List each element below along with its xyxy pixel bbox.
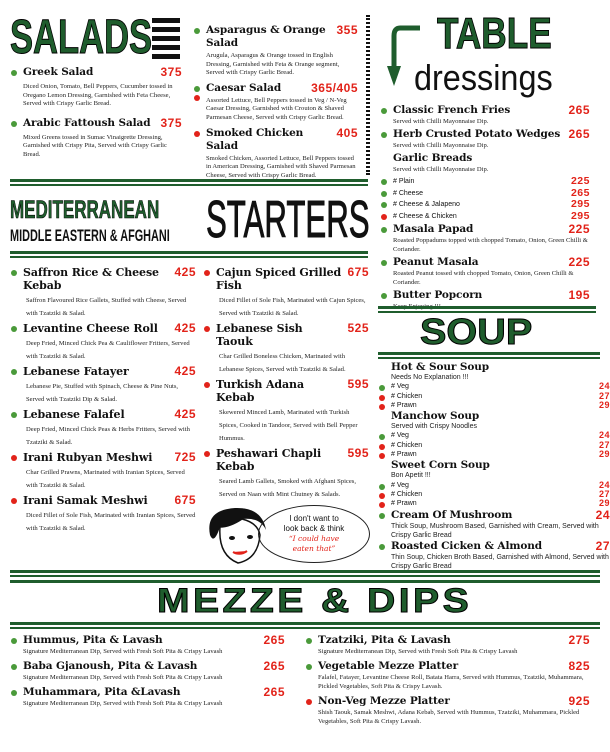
- item-header-row: [23, 634, 285, 647]
- item-description: Smoked Chicken, Assorted Lettuce, Bell Peppers tossed in American Dressing, Garnished with Shaved Parmesan Cheese, Served with Crispy Garlic Bread.: [206, 154, 356, 179]
- item-name: Caesar Salad: [206, 81, 282, 94]
- dotted-divider: [366, 15, 370, 175]
- option-price: 24: [598, 430, 610, 441]
- menu-item[interactable]: [10, 66, 182, 109]
- menu-item[interactable]: [203, 378, 369, 445]
- veg-dot-icon: [11, 70, 17, 76]
- item-description: Roasted Poppadums topped with chopped Tomato, Onion, Green Chilli & Coriander.: [393, 237, 588, 253]
- menu-item[interactable]: [10, 494, 196, 535]
- item-description: Thick Soup, Mushroom Based, Garnished with Cream, Served with Crispy Garlic Bread: [391, 522, 599, 539]
- veg-dot-icon: [379, 484, 385, 490]
- item-description: Signature Mediterranean Dip, Served with Fresh Soft Pita & Crispy Lavash: [23, 700, 223, 707]
- item-price: 265: [263, 659, 285, 673]
- veg-dot-icon: [381, 179, 387, 185]
- item-header-row: [23, 451, 196, 464]
- item-name: Manchow Soup: [391, 410, 480, 423]
- item-option[interactable]: [378, 441, 610, 450]
- item-description: Mixed Greens tossed in Sumac Vinaigrette Dressing, Garnished with Crispy Pita, Served with Crispy Garlic Bread.: [23, 133, 167, 158]
- item-price: 675: [347, 265, 369, 279]
- item-description: Thin Soup, Chicken Broth Based, Garnished with Almond, Served with Crispy Garlic Bread: [391, 554, 609, 571]
- item-description: Served with Chilli Mayonnaise Dip.: [393, 142, 489, 149]
- menu-item[interactable]: [305, 634, 590, 656]
- menu-item[interactable]: [10, 266, 196, 320]
- menu-stripes-icon: [152, 18, 180, 59]
- item-price: 425: [174, 321, 196, 335]
- veg-dot-icon: [306, 664, 312, 670]
- option-price: 29: [598, 449, 610, 460]
- veg-dot-icon: [381, 191, 387, 197]
- item-name: Masala Papad: [393, 223, 474, 235]
- nonveg-dot-icon: [379, 502, 385, 508]
- menu-item[interactable]: [193, 24, 358, 78]
- option-label: # Plain: [393, 178, 415, 185]
- bubble-quote: eaten that”: [292, 544, 336, 553]
- soup-list: [378, 361, 610, 572]
- menu-item[interactable]: [10, 686, 285, 708]
- nonveg-dot-icon: [194, 131, 200, 137]
- item-name: Saffron Rice & Cheese Kebab: [23, 266, 159, 292]
- item-description: Char Grilled Boneless Chicken, Marinated with Lebanese Spices, Served with Tzatziki & Salad.: [219, 353, 346, 373]
- veg-dot-icon: [379, 434, 385, 440]
- item-option[interactable]: [378, 401, 610, 410]
- menu-item[interactable]: [380, 256, 590, 287]
- nonveg-dot-icon: [381, 214, 387, 220]
- item-price: 365/405: [311, 80, 358, 95]
- item-description: Served with Crispy Noodles: [391, 423, 477, 431]
- item-price: 265: [263, 685, 285, 699]
- item-header-row: [216, 266, 369, 292]
- starters-left-list: [10, 266, 196, 537]
- item-name: Roasted Cicken & Almond: [391, 540, 543, 553]
- item-price: 825: [568, 659, 590, 673]
- option-label: # Veg: [391, 481, 409, 489]
- salads-title: SALADS: [10, 11, 153, 64]
- menu-item[interactable]: [10, 365, 196, 406]
- item-header-row: [391, 509, 610, 522]
- item-header-row: [23, 117, 182, 130]
- menu-item[interactable]: [380, 223, 590, 254]
- option-price: 29: [598, 498, 610, 509]
- item-price: 425: [174, 407, 196, 421]
- option-label: # Prawn: [391, 500, 417, 508]
- item-header-row: [391, 459, 610, 471]
- item-option[interactable]: [378, 490, 610, 499]
- option-price: 29: [598, 399, 610, 410]
- veg-dot-icon: [381, 260, 387, 266]
- item-header-row: [23, 408, 196, 421]
- item-name: Classic French Fries: [393, 104, 511, 116]
- item-header-row: [216, 447, 369, 473]
- veg-dot-icon: [11, 270, 17, 276]
- item-description: Deep Fried, Minced Chick Peas & Herbs Fritters, Served with Tzatziki & Salad.: [26, 426, 190, 446]
- item-option[interactable]: [380, 188, 590, 200]
- item-name: Arabic Fattoush Salad: [23, 116, 151, 129]
- starters-title-2: MIDDLE EASTERN & AFGHANI: [10, 226, 170, 245]
- item-name: Cream Of Mushroom: [391, 508, 513, 521]
- table-dressings-list: [380, 104, 590, 313]
- menu-item[interactable]: [380, 152, 590, 222]
- item-description: Signature Mediterranean Dip, Served with Fresh Soft Pita & Crispy Lavash: [23, 674, 223, 681]
- option-label: # Cheese & Jalapeno: [393, 201, 460, 208]
- item-description: Shish Taouk, Samak Meshwi, Adana Kebab, Served with Hummus, Tzatziki, Muhammara, Pickled Vegetables, Soft Pita & Crispy Lavash.: [318, 709, 580, 725]
- option-label: # Cheese: [393, 189, 423, 197]
- veg-dot-icon: [11, 121, 17, 127]
- item-header-row: [318, 695, 590, 708]
- nonveg-dot-icon: [194, 95, 200, 101]
- menu-item[interactable]: [203, 447, 369, 501]
- item-header-row: [393, 128, 590, 141]
- item-name: Herb Crusted Potato Wedges: [393, 128, 561, 140]
- item-price: 405: [336, 125, 358, 140]
- menu-item[interactable]: [203, 266, 369, 320]
- item-name: Lebanese Sish Taouk: [216, 322, 303, 348]
- item-description: Roasted Peanut tossed with chopped Tomato, Onion, Green Chilli & Coriander.: [393, 270, 574, 286]
- nonveg-dot-icon: [379, 395, 385, 401]
- item-price: 375: [160, 65, 182, 79]
- section-divider: [10, 179, 368, 186]
- menu-item[interactable]: [203, 322, 369, 376]
- option-price: 24: [598, 479, 610, 490]
- item-header-row: [393, 152, 590, 165]
- item-option[interactable]: [378, 382, 610, 391]
- option-label: # Veg: [391, 383, 409, 391]
- mezze-title: MEZZE & DIPS: [157, 582, 473, 620]
- item-price: 24: [595, 507, 610, 522]
- menu-item[interactable]: [305, 660, 590, 691]
- menu-item[interactable]: [378, 410, 610, 459]
- bubble-quote: “I could have: [288, 534, 340, 543]
- item-name: Cajun Spiced Grilled Fish: [216, 266, 342, 292]
- item-description: Signature Mediterranean Dip, Served with Fresh Soft Pita & Crispy Lavash: [318, 648, 518, 655]
- veg-dot-icon: [306, 638, 312, 644]
- item-header-row: [393, 223, 590, 236]
- item-name: Smoked Chicken Salad: [206, 126, 304, 152]
- item-price: 27: [595, 539, 610, 554]
- veg-dot-icon: [11, 412, 17, 418]
- item-price: 355: [336, 23, 358, 37]
- item-name: Baba Gjanoush, Pita & Lavash: [23, 660, 198, 672]
- bubble-line: look back & think: [283, 524, 345, 533]
- item-description: Signature Mediterranean Dip, Served with Fresh Soft Pita & Crispy Lavash: [23, 648, 223, 655]
- veg-dot-icon: [379, 513, 385, 519]
- nonveg-dot-icon: [379, 444, 385, 450]
- item-option[interactable]: [378, 499, 610, 508]
- option-label: # Prawn: [391, 401, 417, 409]
- item-name: Peshawari Chapli Kebab: [216, 447, 322, 473]
- item-price: 265: [568, 127, 590, 141]
- item-name: Peanut Masala: [393, 256, 479, 268]
- nonveg-dot-icon: [204, 326, 210, 332]
- item-option[interactable]: [380, 199, 590, 211]
- bubble-line: I don't want to: [289, 514, 339, 523]
- item-header-row: [216, 378, 369, 404]
- item-option[interactable]: [378, 392, 610, 401]
- nonveg-dot-icon: [379, 453, 385, 459]
- item-description: Served with Chilli Mayonnaise Dip.: [393, 118, 489, 125]
- mezze-right-list: [305, 634, 590, 730]
- item-option[interactable]: [380, 211, 590, 223]
- nonveg-dot-icon: [11, 498, 17, 504]
- item-description: Lebanese Pie, Stuffed with Spinach, Cheese & Pine Nuts, Served with Tzatziki Dip & Salad.: [26, 383, 179, 403]
- section-divider: [10, 622, 600, 629]
- menu-item[interactable]: [305, 695, 590, 726]
- starters-title-3: STARTERS: [206, 191, 370, 249]
- item-option[interactable]: [380, 176, 590, 188]
- item-description: Falafel, Fatayer, Levantine Cheese Roll, Batata Harra, Served with Hummus, Tzatziki, Muhammara, Pickled Vegetables, Soft Pita & Crispy Lavash.: [318, 674, 584, 690]
- veg-dot-icon: [11, 326, 17, 332]
- item-description: Saffron Flavoured Rice Gallets, Stuffed with Cheese, Served with Tzatziki & Salad.: [26, 297, 187, 317]
- item-description: Assorted Lettuce, Bell Peppers tossed in Veg / N-Veg Caesar Dressing, Garnished with Crouton & Shaved Parmesan Cheese, Served with Crispy Garlic Bread.: [206, 96, 347, 121]
- veg-dot-icon: [194, 28, 200, 34]
- item-name: Irani Samak Meshwi: [23, 494, 148, 507]
- item-name: Lebanese Fatayer: [23, 365, 129, 378]
- veg-dot-icon: [381, 108, 387, 114]
- section-divider: [378, 352, 600, 359]
- item-price: 595: [347, 377, 369, 391]
- starters-title-1: MEDITERRANEAN: [10, 196, 160, 224]
- section-divider: [10, 251, 368, 258]
- item-header-row: [391, 361, 610, 373]
- item-header-row: [23, 660, 285, 673]
- option-price: 225: [570, 175, 590, 187]
- item-description: Diced Fillet of Sole Fish, Marinated with Iranian Spices, Served with Tzatziki & Salad.: [26, 512, 196, 532]
- item-description: Diced Fillet of Sole Fish, Marinated with Cajun Spices, Served with Tzatziki & Salad.: [219, 297, 366, 317]
- item-header-row: [23, 66, 182, 79]
- item-price: 725: [174, 450, 196, 464]
- item-header-row: [206, 24, 358, 50]
- item-header-row: [23, 365, 196, 378]
- item-name: Garlic Breads: [393, 152, 473, 164]
- item-description: Char Grilled Prawns, Marinated with Iranian Spices, Served with Tzatziki & Salad.: [26, 469, 185, 489]
- option-price: 295: [570, 198, 590, 210]
- item-price: 375: [160, 115, 182, 130]
- item-description: Served with Chilli Mayonnaise Dip.: [393, 166, 489, 173]
- option-label: # Veg: [391, 432, 409, 440]
- item-header-row: [393, 104, 590, 117]
- item-name: Lebanese Falafel: [23, 408, 125, 421]
- veg-dot-icon: [194, 86, 200, 92]
- item-description: Keep Enjoying !!!: [393, 303, 441, 310]
- item-header-row: [391, 410, 610, 422]
- item-description: Diced Onion, Tomato, Bell Peppers, Cucumber tossed in Oregano Lemon Dressing, Garnished with Feta Cheese, Served with Crispy Garlic Bread.: [23, 83, 173, 108]
- item-header-row: [391, 540, 610, 553]
- item-header-row: [23, 322, 196, 335]
- option-label: # Chicken: [391, 392, 423, 400]
- option-price: 27: [598, 439, 610, 450]
- veg-dot-icon: [11, 369, 17, 375]
- menu-item[interactable]: [10, 660, 285, 682]
- item-name: Hummus, Pita & Lavash: [23, 634, 163, 646]
- menu-item[interactable]: [10, 451, 196, 492]
- salads-left-list: [10, 66, 182, 168]
- nonveg-dot-icon: [204, 451, 210, 457]
- menu-item[interactable]: [10, 408, 196, 449]
- veg-dot-icon: [381, 227, 387, 233]
- item-name: Turkish Adana Kebab: [216, 378, 304, 404]
- menu-item[interactable]: [193, 82, 358, 123]
- item-price: 225: [568, 255, 590, 269]
- item-name: Irani Rubyan Meshwi: [23, 451, 153, 464]
- table-dressings-title-2: dressings: [414, 57, 553, 98]
- item-name: Butter Popcorn: [393, 289, 483, 301]
- item-header-row: [206, 82, 358, 95]
- item-name: Tzatziki, Pita & Lavash: [318, 634, 451, 646]
- nonveg-dot-icon: [11, 455, 17, 461]
- menu-item[interactable]: [378, 361, 610, 410]
- option-label: # Prawn: [391, 451, 417, 459]
- item-name: Muhammara, Pita &Lavash: [23, 686, 181, 698]
- veg-dot-icon: [381, 293, 387, 299]
- section-divider: [10, 570, 600, 577]
- mezze-left-list: [10, 634, 285, 712]
- veg-dot-icon: [11, 690, 17, 696]
- item-description: Skewered Minced Lamb, Marinated with Turkish Spices, Cooked in Tandoor, Served with Bell Pepper Hummus.: [219, 409, 358, 442]
- item-price: 225: [568, 222, 590, 236]
- item-header-row: [23, 266, 196, 292]
- option-price: 295: [570, 209, 590, 222]
- item-price: 595: [347, 446, 369, 460]
- item-name: Hot & Sour Soup: [391, 361, 490, 373]
- menu-item[interactable]: [10, 634, 285, 656]
- menu-item[interactable]: [193, 127, 358, 181]
- menu-item[interactable]: [378, 509, 610, 541]
- menu-item[interactable]: [380, 128, 590, 150]
- item-header-row: [216, 322, 369, 348]
- item-name: Greek Salad: [23, 66, 94, 78]
- item-header-row: [393, 289, 590, 302]
- item-description: Arugula, Asparagus & Orange tossed in English Dressing, Garnished with Feta & Orange segment, Served with Crispy Garlic Bread.: [206, 52, 340, 77]
- item-price: 195: [568, 288, 590, 302]
- soup-title: SOUP: [420, 311, 533, 352]
- item-name: Sweet Corn Soup: [391, 459, 490, 472]
- nonveg-dot-icon: [379, 404, 385, 410]
- option-label: # Chicken: [391, 441, 423, 449]
- veg-dot-icon: [11, 664, 17, 670]
- table-dressings-title-1: TABLE: [437, 9, 552, 58]
- item-price: 675: [174, 493, 196, 507]
- option-price: 24: [598, 381, 610, 392]
- item-price: 425: [174, 364, 196, 378]
- item-description: Bon Apetit !!!: [391, 472, 431, 480]
- menu-item[interactable]: [380, 104, 590, 126]
- menu-item[interactable]: [10, 117, 182, 160]
- veg-dot-icon: [11, 638, 17, 644]
- item-option[interactable]: [378, 450, 610, 459]
- nonveg-dot-icon: [204, 382, 210, 388]
- option-price: 265: [570, 186, 590, 199]
- item-header-row: [318, 634, 590, 647]
- veg-dot-icon: [381, 132, 387, 138]
- item-header-row: [393, 256, 590, 269]
- speech-bubble: [258, 505, 370, 563]
- item-name: Non-Veg Mezze Platter: [318, 695, 450, 707]
- option-price: 27: [598, 488, 610, 499]
- item-price: 265: [263, 633, 285, 647]
- veg-dot-icon: [381, 202, 387, 208]
- item-price: 275: [568, 633, 590, 647]
- item-name: Vegetable Mezze Platter: [318, 660, 459, 672]
- item-header-row: [318, 660, 590, 673]
- item-price: 525: [347, 321, 369, 335]
- item-description: Deep Fried, Minced Chick Pea & Cauliflower Fritters, Served with Tzatziki & Salad.: [26, 340, 190, 360]
- menu-item[interactable]: [10, 322, 196, 363]
- item-header-row: [23, 686, 285, 699]
- item-price: 265: [568, 103, 590, 117]
- item-name: Asparagus & Orange Salad: [206, 24, 326, 49]
- veg-dot-icon: [379, 544, 385, 550]
- veg-dot-icon: [379, 385, 385, 391]
- nonveg-dot-icon: [306, 699, 312, 705]
- item-option[interactable]: [378, 431, 610, 440]
- item-description: Needs No Explanation !!!: [391, 374, 469, 381]
- option-label: # Cheese & Chicken: [393, 212, 457, 220]
- item-description: Seared Lamb Gallets, Smoked with Afghani Spices, Served on Naan with Mint Chutney & Salads.: [219, 478, 356, 498]
- salads-right-list: [193, 24, 358, 184]
- option-price: 27: [598, 390, 610, 401]
- nonveg-dot-icon: [379, 493, 385, 499]
- menu-item[interactable]: [378, 459, 610, 508]
- menu-item[interactable]: [378, 540, 610, 572]
- item-name: Levantine Cheese Roll: [23, 322, 158, 335]
- item-header-row: [23, 494, 196, 507]
- option-label: # Chicken: [391, 490, 423, 498]
- nonveg-dot-icon: [204, 270, 210, 276]
- item-header-row: [206, 127, 358, 153]
- item-price: 425: [174, 265, 196, 279]
- item-option[interactable]: [378, 481, 610, 490]
- starters-right-list: [203, 266, 369, 503]
- item-price: 925: [568, 694, 590, 708]
